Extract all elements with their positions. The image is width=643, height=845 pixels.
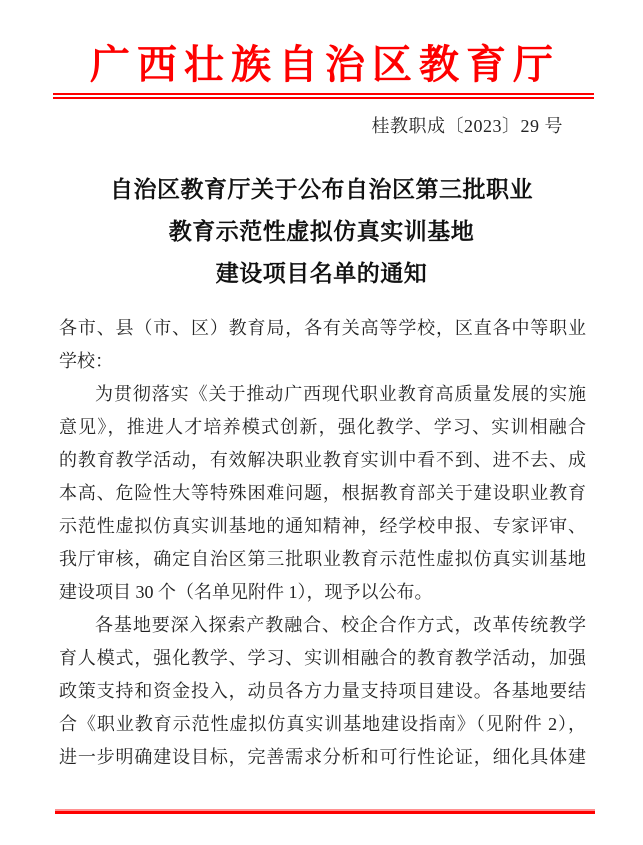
body-line: 为贯彻落实《关于推动广西现代职业教育高质量发展的实施 <box>95 383 586 404</box>
body-line: 各市、县（市、区）教育局，各有关高等学校，区直各中等职业 <box>59 317 586 338</box>
footer-divider <box>55 809 595 814</box>
footer-divider-red-line <box>55 811 595 814</box>
document-title-line-1: 自治区教育厅关于公布自治区第三批职业 <box>110 176 533 202</box>
body-line: 政策支持和资金投入，动员各方力量支持项目建设。各基地要结 <box>59 680 586 701</box>
document-title-line-3: 建设项目名单的通知 <box>215 260 428 286</box>
body-line: 进一步明确建设目标，完善需求分析和可行性论证，细化具体建 <box>59 746 586 767</box>
agency-name-header: 广西壮族自治区教育厅 <box>90 42 560 87</box>
header-divider <box>53 93 594 99</box>
body-line: 意见》，推进人才培养模式创新，强化教学、学习、实训相融合 <box>59 416 586 437</box>
body-line: 育人模式，强化教学、学习、实训相融合的教育教学活动，加强 <box>59 647 586 668</box>
document-title <box>0 169 643 295</box>
body-line: 示范性虚拟仿真实训基地的通知精神，经学校申报、专家评审、 <box>59 515 586 536</box>
body-line: 本高、危险性大等特殊困难问题，根据教育部关于建设职业教育 <box>59 482 586 503</box>
body-line: 的教育教学活动，有效解决职业教育实训中看不到、进不去、成 <box>59 449 586 470</box>
body-line: 合《职业教育示范性虚拟仿真实训基地建设指南》（见附件 2）， <box>59 713 586 734</box>
body-line: 各基地要深入探索产教融合、校企合作方式，改革传统教学 <box>95 614 586 635</box>
body-line: 我厅审核，确定自治区第三批职业教育示范性虚拟仿真实训基地 <box>59 548 586 569</box>
document-number: 桂教职成〔2023〕29 号 <box>371 115 563 136</box>
header-divider-bottom-line <box>53 97 594 99</box>
body-line: 建设项目 30 个（名单见附件 1），现予以公布。 <box>59 581 433 602</box>
body-line: 学校： <box>59 350 113 371</box>
document-body <box>59 312 586 774</box>
document-title-line-2: 教育示范性虚拟仿真实训基地 <box>168 218 475 244</box>
